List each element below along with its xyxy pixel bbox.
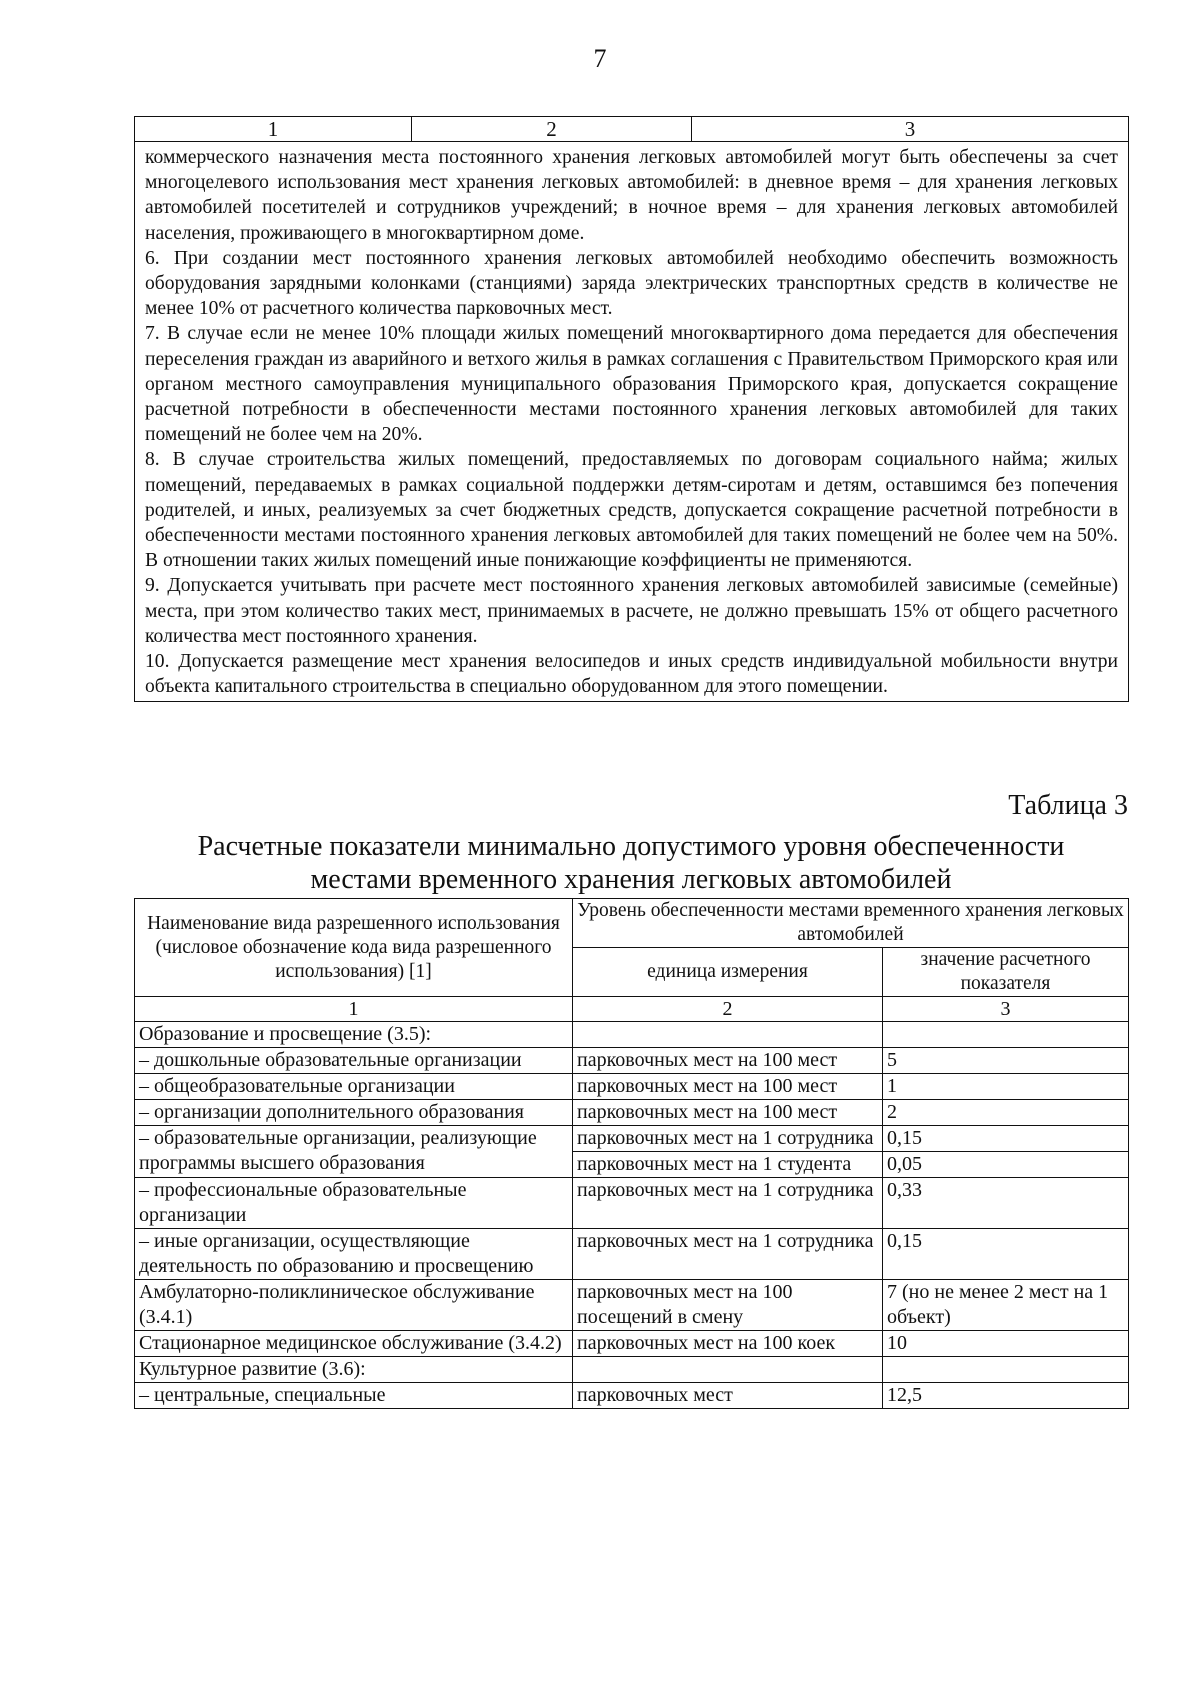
col-number-1: 1 (135, 117, 412, 142)
col-number-3: 3 (692, 117, 1129, 142)
row-value: 0,15 (883, 1229, 1129, 1280)
page-number: 7 (593, 44, 607, 73)
table-row (135, 1331, 1129, 1357)
col-number-2: 2 (412, 117, 692, 142)
table-row (135, 1048, 1129, 1074)
header-value: значение расчетного показателя (883, 948, 1129, 997)
row-name: – профессиональные образовательные организации (135, 1178, 573, 1229)
row-name: – организации дополнительного образования (135, 1100, 573, 1126)
table-title (134, 830, 1128, 896)
continuation-text-cell (135, 142, 1129, 702)
table-row (135, 1126, 1129, 1152)
row-value (883, 1022, 1129, 1048)
table-3 (134, 898, 1129, 1409)
row-name: Амбулаторно-поликлиническое обслуживание (3.4.1) (135, 1280, 573, 1331)
row-unit: парковочных мест на 100 посещений в смену (573, 1280, 883, 1331)
row-unit (573, 1357, 883, 1383)
row-unit: парковочных мест на 100 мест (573, 1048, 883, 1074)
table-row (135, 1357, 1129, 1383)
row-name: – иные организации, осуществляющие деятельность по образованию и просвещению (135, 1229, 573, 1280)
table3-number-row (135, 997, 1129, 1022)
row-value: 0,15 (883, 1126, 1129, 1152)
paragraph-commercial: коммерческого назначения места постоянного хранения легковых автомобилей могут быть обеспечены за счет многоцелевого использования мест хранения легковых автомобилей: в дневное время – для хранения легковых автомобилей посетителей и сотрудников учреждений; в ночное время – для хранения легковых автомобилей населения, проживающего в многоквартирном доме. (145, 147, 1118, 244)
row-value: 2 (883, 1100, 1129, 1126)
row-name: Образование и просвещение (3.5): (135, 1022, 573, 1048)
row-name: Культурное развитие (3.6): (135, 1357, 573, 1383)
continuation-table (134, 116, 1129, 702)
row-unit: парковочных мест на 1 сотрудника (573, 1126, 883, 1152)
row-unit (573, 1022, 883, 1048)
table-row (135, 1100, 1129, 1126)
row-unit: парковочных мест на 1 сотрудника (573, 1178, 883, 1229)
header-provision-level: Уровень обеспеченности местами временного хранения легковых автомобилей (573, 899, 1129, 948)
row-value-students: 0,05 (883, 1152, 1129, 1178)
row-value: 1 (883, 1074, 1129, 1100)
row-name: – центральные, специальные (135, 1383, 573, 1409)
row-name: Стационарное медицинское обслуживание (3.4.2) (135, 1331, 573, 1357)
row-unit: парковочных мест на 100 коек (573, 1331, 883, 1357)
table-row (135, 1022, 1129, 1048)
paragraph-9: 9. Допускается учитывать при расчете мест постоянного хранения легковых автомобилей зависимые (семейные) места, при этом количество таких мест, принимаемых в расчете, не должно превышать 15% от общего расчетного количества мест постоянного хранения. (145, 575, 1118, 647)
paragraph-6: 6. При создании мест постоянного хранения легковых автомобилей необходимо обеспечить возможность оборудования зарядными колонками (станциями) заряда электрических транспортных средств в количестве не менее 10% от расчетного количества парковочных мест. (145, 247, 1118, 320)
row-unit-students: парковочных мест на 1 студента (573, 1152, 883, 1178)
paragraph-10: 10. Допускается размещение мест хранения велосипедов и иных средств индивидуальной мобильности внутри объекта капитального строительства в специально оборудованном для этого помещении. (145, 651, 1118, 698)
header-usage-type: Наименование вида разрешенного использования (числовое обозначение кода вида разрешенного использования) [1] (135, 899, 573, 997)
row-name: – общеобразовательные организации (135, 1074, 573, 1100)
row-name: – образовательные организации, реализующие программы высшего образования (135, 1126, 573, 1178)
header-unit: единица измерения (573, 948, 883, 997)
row-unit: парковочных мест на 1 сотрудника (573, 1229, 883, 1280)
table-row (135, 1229, 1129, 1280)
col-number-1: 1 (135, 997, 573, 1022)
table-row (135, 1383, 1129, 1409)
paragraph-7: 7. В случае если не менее 10% площади жилых помещений многоквартирного дома передается для обеспечения переселения граждан из аварийного и ветхого жилья в рамках соглашения с Правительством Приморского края или органом местного самоуправления муниципального образования Приморского края, допускается сокращение расчетной потребности в обеспеченности местами постоянного хранения легковых автомобилей для таких помещений не более чем на 20%. (145, 323, 1118, 446)
row-value (883, 1357, 1129, 1383)
row-unit: парковочных мест на 100 мест (573, 1074, 883, 1100)
col-number-3: 3 (883, 997, 1129, 1022)
row-value: 7 (но не менее 2 мест на 1 объект) (883, 1280, 1129, 1331)
table3-header-row (135, 899, 1129, 948)
row-unit: парковочных мест на 100 мест (573, 1100, 883, 1126)
table-title-line-2: местами временного хранения легковых автомобилей (310, 864, 952, 895)
col-number-2: 2 (573, 997, 883, 1022)
paragraph-8: 8. В случае строительства жилых помещений, предоставляемых по договорам социального найма; жилых помещений, передаваемых в рамках социальной поддержки детям-сиротам и детям, оставшимся без попечения родителей, и иных, реализуемых за счет бюджетных средств, допускается сокращение расчетной потребности в обеспеченности местами постоянного хранения легковых автомобилей для таких помещений не более чем на 50%. В отношении таких жилых помещений иные понижающие коэффициенты не применяются. (145, 449, 1118, 572)
row-unit: парковочных мест (573, 1383, 883, 1409)
table-row (135, 1178, 1129, 1229)
row-name: – дошкольные образовательные организации (135, 1048, 573, 1074)
table-title-line-1: Расчетные показатели минимально допустимого уровня обеспеченности (197, 831, 1065, 862)
row-value: 5 (883, 1048, 1129, 1074)
continuation-header-row (135, 117, 1129, 142)
table-label: Таблица 3 (1008, 790, 1128, 821)
table-row (135, 1074, 1129, 1100)
table-row (135, 1280, 1129, 1331)
row-value: 0,33 (883, 1178, 1129, 1229)
row-value: 10 (883, 1331, 1129, 1357)
row-value: 12,5 (883, 1383, 1129, 1409)
